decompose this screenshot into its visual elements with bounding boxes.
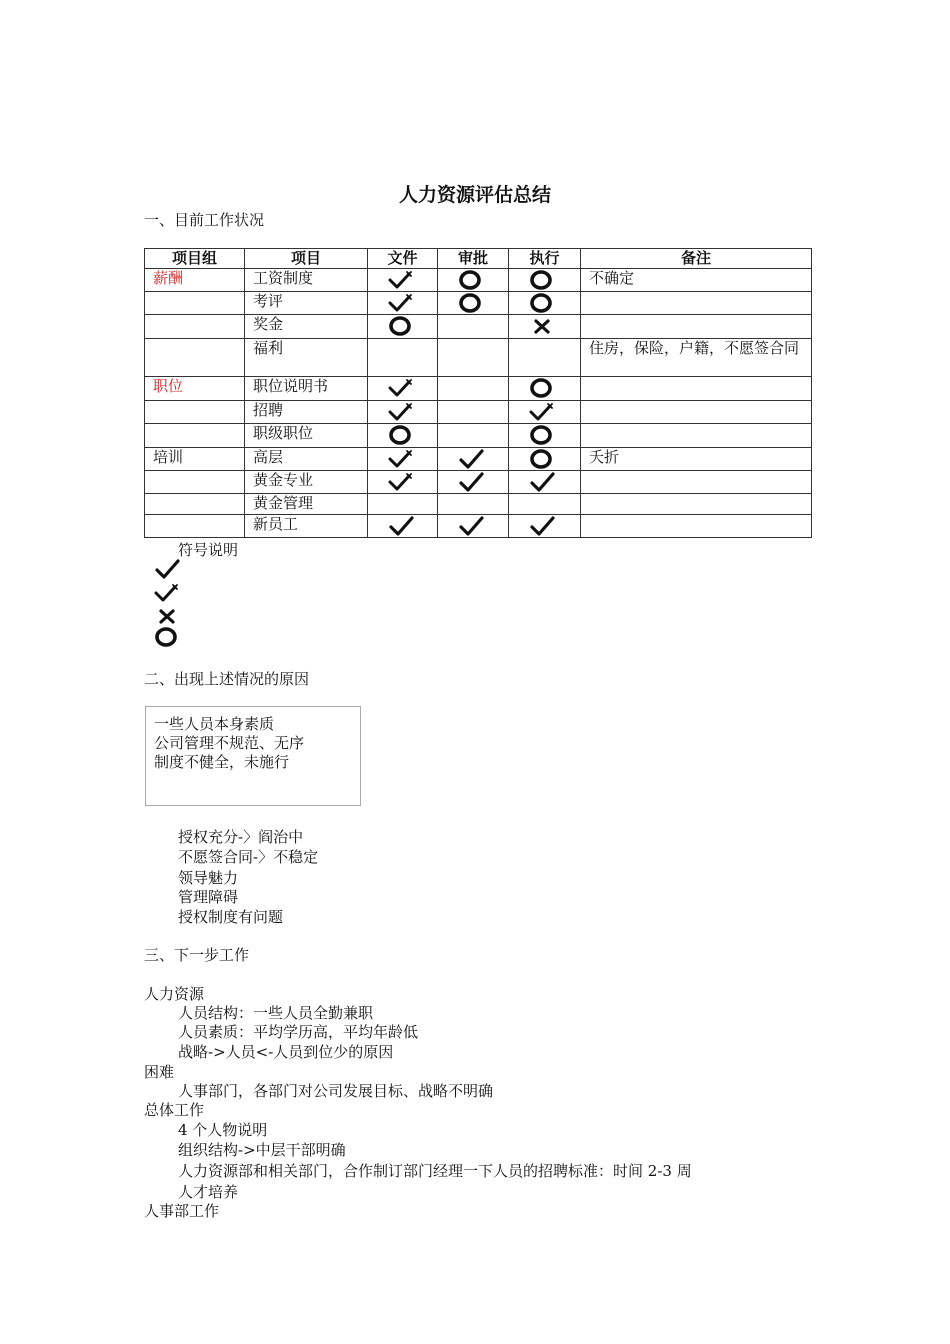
circle-icon xyxy=(529,292,555,314)
cell-approve xyxy=(438,424,509,448)
header-file: 文件 xyxy=(368,249,438,269)
cell-exec xyxy=(509,515,581,538)
table-row xyxy=(145,401,812,424)
cell-approve xyxy=(438,315,509,339)
circle-icon xyxy=(388,315,414,337)
cell-exec xyxy=(509,424,581,448)
cell-group xyxy=(145,315,245,339)
cell-item: 黄金专业 xyxy=(245,471,368,494)
cell-note xyxy=(581,494,812,515)
header-exec: 执行 xyxy=(509,249,581,269)
checkmark-plus-icon xyxy=(154,582,180,604)
cell-note xyxy=(581,315,812,339)
cell-note xyxy=(581,471,812,494)
header-note: 备注 xyxy=(581,249,812,269)
textbox-line: 一些人员本身素质 xyxy=(154,715,275,733)
cell-group: 培训 xyxy=(145,448,245,471)
work-heading-hr: 人力资源 xyxy=(144,985,205,1003)
reasons-textbox xyxy=(145,706,361,806)
work-item: 人力资源部和相关部门，合作制订部门经理一下人员的招聘标准：时间 2-3 周 xyxy=(178,1162,692,1180)
section-heading-1: 一、目前工作状况 xyxy=(144,211,265,229)
work-item: 组织结构->中层干部明确 xyxy=(178,1141,346,1159)
legend-item xyxy=(154,558,180,584)
work-item: 4 个人物说明 xyxy=(178,1121,268,1139)
checkmark-plus-icon xyxy=(388,471,414,493)
checkmark-plus-icon xyxy=(388,377,414,399)
checkmark-icon xyxy=(529,515,555,537)
cell-exec xyxy=(509,269,581,292)
checkmark-icon xyxy=(529,471,555,493)
circle-icon xyxy=(458,269,484,291)
table-row xyxy=(145,269,812,292)
circle-icon xyxy=(529,269,555,291)
cross-icon xyxy=(529,315,555,337)
cell-file xyxy=(368,401,438,424)
checkmark-icon xyxy=(458,471,484,493)
cell-group xyxy=(145,292,245,315)
cell-item: 高层 xyxy=(245,448,368,471)
cell-approve xyxy=(438,339,509,377)
cell-note xyxy=(581,515,812,538)
table-row xyxy=(145,494,812,515)
circle-icon xyxy=(458,292,484,314)
cell-approve xyxy=(438,515,509,538)
table-row xyxy=(145,424,812,448)
cell-file xyxy=(368,377,438,401)
table-row xyxy=(145,515,812,538)
section-heading-2: 二、出现上述情况的原因 xyxy=(144,670,310,688)
checkmark-icon xyxy=(388,515,414,537)
cell-file xyxy=(368,315,438,339)
cell-item: 黄金管理 xyxy=(245,494,368,515)
circle-icon xyxy=(529,424,555,446)
reason-item: 授权充分-〉阎治中 xyxy=(178,828,304,846)
work-item: 人员素质：平均学历高，平均年龄低 xyxy=(178,1023,419,1041)
cell-note xyxy=(581,424,812,448)
circle-icon xyxy=(529,448,555,470)
cell-file xyxy=(368,494,438,515)
cross-icon xyxy=(154,605,180,627)
cell-approve xyxy=(438,292,509,315)
cell-note xyxy=(581,401,812,424)
status-table xyxy=(144,248,812,538)
cell-approve xyxy=(438,269,509,292)
work-heading-overall: 总体工作 xyxy=(144,1101,205,1119)
cell-note xyxy=(581,377,812,401)
header-group: 项目组 xyxy=(145,249,245,269)
work-item: 人才培养 xyxy=(178,1183,239,1201)
cell-group xyxy=(145,424,245,448)
table-row xyxy=(145,339,812,377)
cell-exec xyxy=(509,401,581,424)
checkmark-icon xyxy=(154,558,180,580)
table-row xyxy=(145,292,812,315)
cell-group xyxy=(145,494,245,515)
cell-file xyxy=(368,292,438,315)
work-heading-hr-dept: 人事部工作 xyxy=(144,1202,220,1220)
cell-approve xyxy=(438,377,509,401)
cell-group xyxy=(145,471,245,494)
cell-item: 工资制度 xyxy=(245,269,368,292)
cell-note: 住房，保险，户籍，不愿签合同 xyxy=(581,339,812,377)
cell-exec xyxy=(509,448,581,471)
work-heading-difficulty: 困难 xyxy=(144,1063,175,1081)
cell-group xyxy=(145,401,245,424)
checkmark-icon xyxy=(458,515,484,537)
cell-item: 职级职位 xyxy=(245,424,368,448)
table-row xyxy=(145,315,812,339)
cell-approve xyxy=(438,401,509,424)
reason-item: 授权制度有问题 xyxy=(178,908,284,926)
checkmark-plus-icon xyxy=(388,401,414,423)
textbox-line: 公司管理不规范、无序 xyxy=(154,734,305,752)
work-item: 人员结构：一些人员全勤兼职 xyxy=(178,1004,374,1022)
circle-icon xyxy=(388,424,414,446)
cell-item: 新员工 xyxy=(245,515,368,538)
cell-exec xyxy=(509,377,581,401)
cell-item: 福利 xyxy=(245,339,368,377)
reason-item: 领导魅力 xyxy=(178,869,239,887)
table-row xyxy=(145,471,812,494)
section-heading-3: 三、下一步工作 xyxy=(144,946,250,964)
page-title: 人力资源评估总结 xyxy=(398,184,551,206)
legend-item xyxy=(154,626,180,652)
checkmark-plus-icon xyxy=(529,401,555,423)
legend-title: 符号说明 xyxy=(178,541,239,559)
cell-file xyxy=(368,515,438,538)
textbox-line: 制度不健全，未施行 xyxy=(154,753,290,771)
table-row xyxy=(145,448,812,471)
work-item: 人事部门，各部门对公司发展目标、战略不明确 xyxy=(178,1082,494,1100)
cell-item: 职位说明书 xyxy=(245,377,368,401)
cell-exec xyxy=(509,315,581,339)
cell-group: 职位 xyxy=(145,377,245,401)
cell-item: 奖金 xyxy=(245,315,368,339)
checkmark-plus-icon xyxy=(388,269,414,291)
header-approve: 审批 xyxy=(438,249,509,269)
cell-group: 薪酬 xyxy=(145,269,245,292)
circle-icon xyxy=(529,377,555,399)
reason-item: 不愿签合同-〉不稳定 xyxy=(178,848,319,866)
cell-item: 招聘 xyxy=(245,401,368,424)
work-item: 战略->人员<-人员到位少的原因 xyxy=(178,1043,394,1061)
header-item: 项目 xyxy=(245,249,368,269)
cell-exec xyxy=(509,494,581,515)
cell-approve xyxy=(438,448,509,471)
table-row xyxy=(145,377,812,401)
cell-exec xyxy=(509,292,581,315)
reason-item: 管理障碍 xyxy=(178,888,239,906)
checkmark-plus-icon xyxy=(388,448,414,470)
cell-approve xyxy=(438,494,509,515)
checkmark-plus-icon xyxy=(388,292,414,314)
cell-group xyxy=(145,515,245,538)
cell-group xyxy=(145,339,245,377)
checkmark-icon xyxy=(458,448,484,470)
cell-file xyxy=(368,339,438,377)
cell-note: 不确定 xyxy=(581,269,812,292)
cell-file xyxy=(368,424,438,448)
cell-file xyxy=(368,269,438,292)
cell-note: 夭折 xyxy=(581,448,812,471)
cell-note xyxy=(581,292,812,315)
cell-approve xyxy=(438,471,509,494)
cell-exec xyxy=(509,339,581,377)
cell-file xyxy=(368,471,438,494)
cell-exec xyxy=(509,471,581,494)
circle-icon xyxy=(154,626,180,648)
table-header-row xyxy=(145,249,812,269)
cell-file xyxy=(368,448,438,471)
cell-item: 考评 xyxy=(245,292,368,315)
